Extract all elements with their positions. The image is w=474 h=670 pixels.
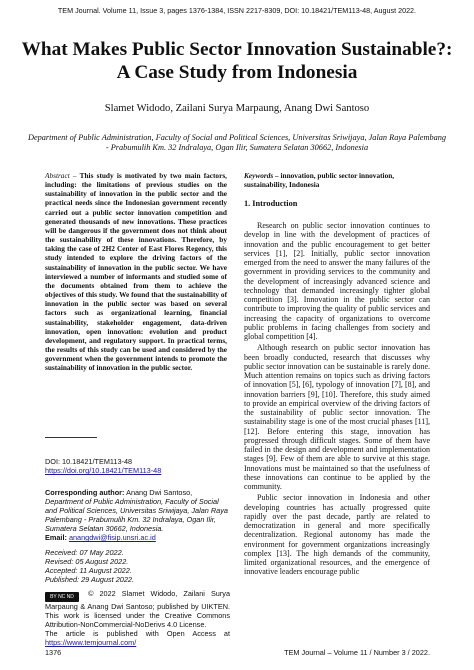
journal-link[interactable]: https://www.temjournal.com/: [45, 638, 137, 648]
abstract-label: Abstract –: [45, 171, 77, 180]
keywords-label: Keywords –: [244, 171, 279, 180]
dates-block: [45, 548, 230, 584]
intro-paragraph: Research on public sector innovation continues to develop in line with the development of practices of innovation and the public encouragement to get better services [1], [2]. Initially, public sector innovation emerged from the need to answer the many failures of the government in providing services to the community and the development of increasingly advanced science and technology that demanded increasingly tighter global competition [3]. Innovation in the public sector can contribute to improving the quality of public services and increasing the capacity of organizations to overcome public problems in facing challenges from society and global competition [4].: [244, 221, 430, 341]
accepted-date: Accepted: 11 August 2022.: [45, 566, 132, 576]
keywords: [244, 171, 430, 189]
intro-paragraph: Although research on public sector innovation has been broadly conducted, research that discusses why public sector innovation can be sustainable is rarely done. Much attention remains on topics such as driving factors of innovation [5], [6], typology of innovation [7], [8], and innovation barriers [9], [10]. Therefore, this study aimed to provide an empirical overview of the driving factors of the sustainability of public sector innovation. The sustainability stage is one of the most crucial phases [11], [12]. Before entering this stage, innovation has progressed through difficult stages. Some of them have failed in the design and development and implementation stages [9]. Few of them are able to survive at this stage. Innovations must be maintained so that the usefulness of these innovations can continue to be applied by the community.: [244, 343, 430, 491]
intro-paragraph: Public sector innovation in Indonesia and other developing countries has actually progressed quite rapidly over the past decade, partly are related to democratization in general and more specifically decentralization. Regional autonomy has made the environment for government organizations increasingly complex [13]. The high demands of the community, limited organizational resources, and the emergence of innovative leaders encourage public: [244, 493, 430, 577]
paper-title: What Makes Public Sector Innovation Sustainable?: A Case Study from Indonesia: [21, 39, 453, 83]
author-affiliation: Department of Public Administration, Faculty of Social and Political Sciences, Universitas Sriwijaya, Jalan Raya Palembang - Prabumulih Km. 32 Indralaya, Ogan Ilir, Sumatera Selatan 30662, Indonesia: [27, 133, 447, 152]
page-number: 1376: [45, 648, 62, 657]
footer-journal-issue: TEM Journal – Volume 11 / Number 3 / 2022.: [284, 648, 430, 657]
email-label: Email:: [45, 533, 67, 543]
email-link[interactable]: anangdwi@fisip.unsri.ac.id: [68, 533, 156, 543]
received-date: Received: 07 May 2022.: [45, 548, 124, 557]
keywords-text: innovation, public sector innovation, sustainability, Indonesia: [244, 171, 395, 190]
revised-date: Revised: 05 August 2022.: [45, 557, 129, 567]
corresponding-author-address: Department of Public Administration, Faculty of Social and Political Sciences, Universitas Sriwijaya, Jalan Raya Palembang - Prabumulih Km. 32 Indralaya, Ogan Ilir, Sumatera Selatan 30662, Indonesia.: [45, 497, 228, 534]
doi-link[interactable]: https://doi.org/10.18421/TEM113-48: [45, 466, 162, 476]
abstract: [45, 171, 227, 372]
introduction-body: [244, 221, 430, 579]
open-access-block: [45, 629, 230, 647]
license-text: © 2022 Slamet Widodo, Zailani Surya Marpaung & Anang Dwi Santoso; published by UIKTEN. This work is licensed under the Creative Commons Attribution-NonCommercial-NoDerivs 4.0 License.: [45, 589, 230, 630]
open-access-text: The article is published with Open Access at: [45, 629, 230, 638]
footnote-divider: [45, 437, 97, 438]
paper-authors: Slamet Widodo, Zailani Surya Marpaung, Anang Dwi Santoso: [104, 103, 370, 114]
license-block: [45, 589, 230, 629]
journal-header-line: TEM Journal. Volume 11, Issue 3, pages 1376-1384, ISSN 2217-8309, DOI: 10.18421/TEM113-48, August 2022.: [57, 6, 417, 15]
abstract-text: This study is motivated by two main factors, including: the limitations of previous studies on the sustainability of innovation in the public sector and the practical needs since the Indonesian government recently carried out a public sector innovation competition and generated thousands of new innovations. These practices will be dangerous if the government does not think about the sustainability of these innovations. Therefore, by taking the case of 2H2 Center of East Flores Regency, this study intended to explore the driving factors of the sustainability of innovation in the public sector. We have interviewed a number of informants and studied some of the documents obtained from them to achieve the objectives of this study. We found that the sustainability of innovation in the public sector was based on several factors such as organizational learning, financial sustainability, stakeholder engagement, data-driven innovation, open innovation: evolution and product development, and regulatory support. In practical terms, the results of this study can be used and considered by the government when the government intends to promote the sustainability of innovation in the public sector.: [45, 171, 227, 373]
doi-block: [45, 457, 230, 475]
corresponding-author-label: Corresponding author:: [45, 488, 125, 497]
published-date: Published: 29 August 2022.: [45, 575, 134, 585]
cc-license-icon: BY NC ND: [45, 592, 79, 602]
doi-label: DOI: 10.18421/TEM113-48: [45, 457, 133, 466]
corresponding-author-name: Anang Dwi Santoso,: [126, 488, 193, 497]
corresponding-author-block: [45, 488, 230, 543]
section-heading-introduction: 1. Introduction: [244, 199, 298, 208]
